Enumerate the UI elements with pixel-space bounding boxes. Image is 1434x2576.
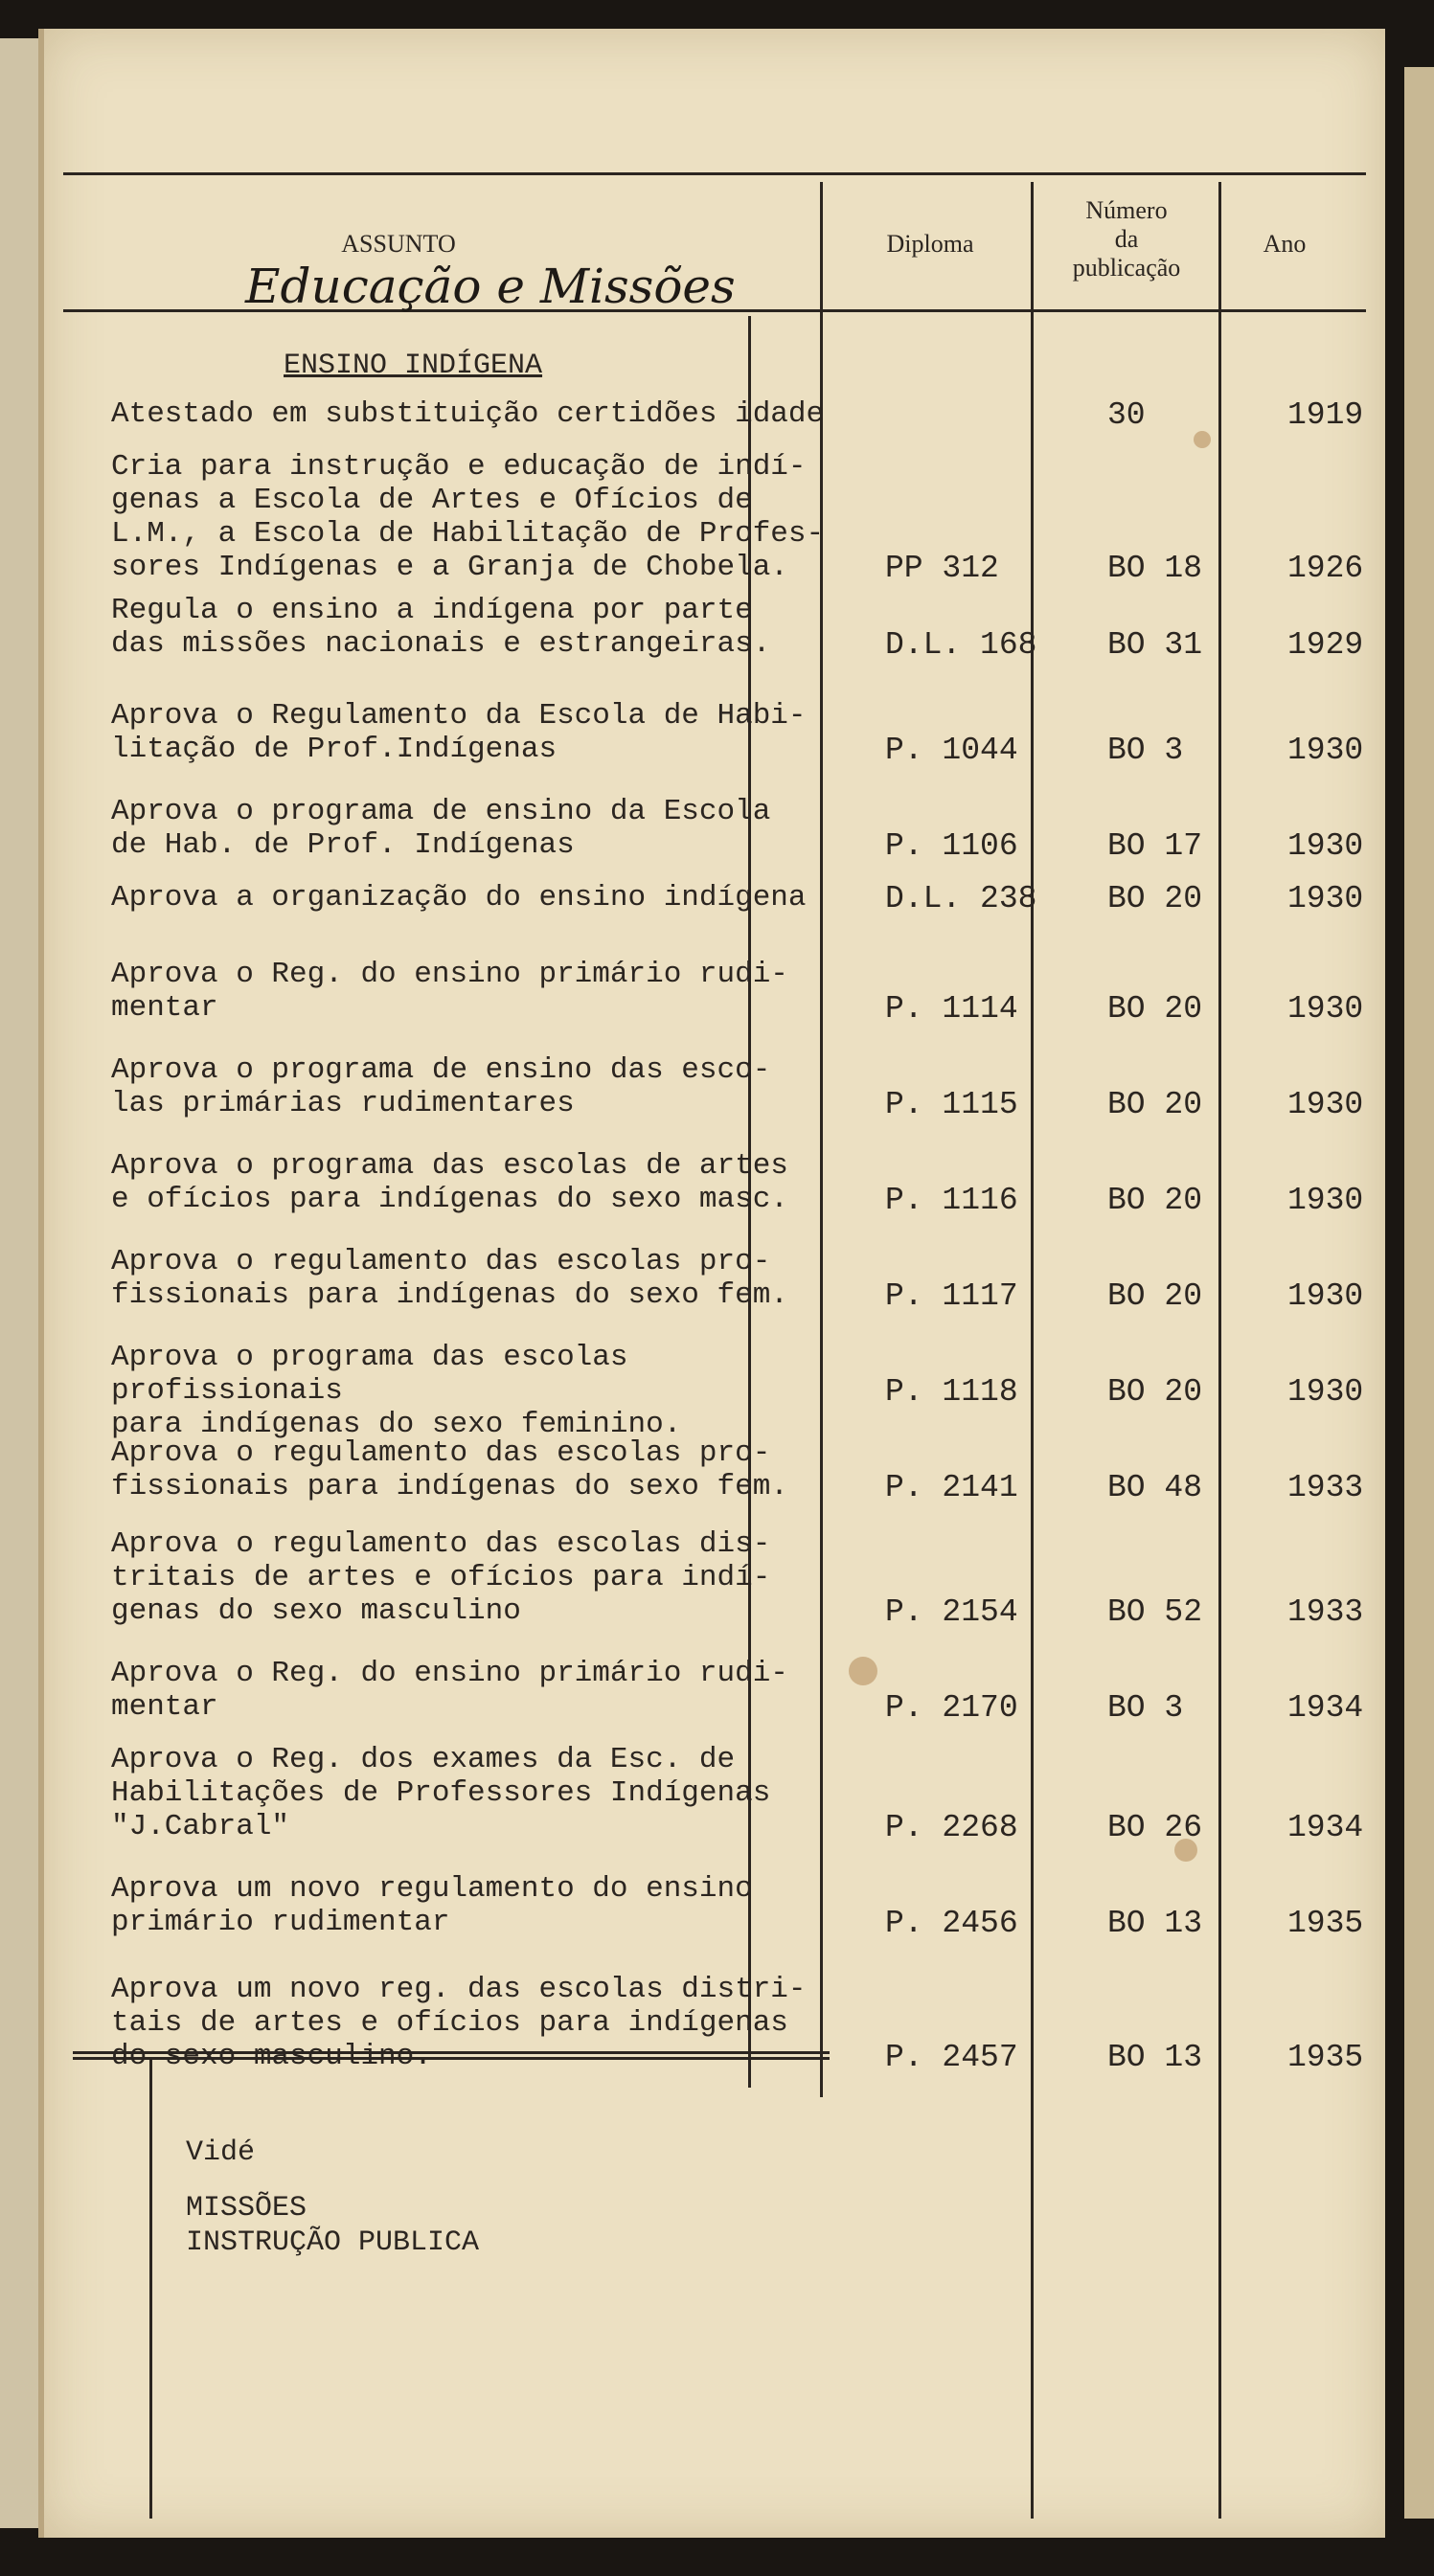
footer-vide: Vidé (186, 2136, 256, 2169)
ink-stain (849, 1657, 877, 1685)
row-ano: 1930 (1287, 991, 1364, 1027)
row-numero: BO 13 (1107, 1906, 1203, 1941)
row-subject: Aprova o Reg. dos exames da Esc. de Habilitações de Professores Indígenas "J.Cabral" (111, 1743, 771, 1843)
row-ano: 1930 (1287, 828, 1364, 864)
row-ano: 1919 (1287, 397, 1364, 433)
row-numero: BO 20 (1107, 1374, 1203, 1410)
row-numero: BO 20 (1107, 1183, 1203, 1218)
footer-left-rule (149, 2059, 152, 2519)
row-diploma: P. 2170 (885, 1690, 1018, 1726)
table-bottom-rule (73, 2051, 830, 2054)
row-diploma: P. 1044 (885, 733, 1018, 768)
row-diploma: P. 1118 (885, 1374, 1018, 1410)
row-numero: BO 31 (1107, 627, 1203, 663)
row-subject: Regula o ensino a indígena por parte das missões nacionais e estrangeiras. (111, 594, 771, 661)
column-divider-numero (1031, 182, 1034, 2519)
row-ano: 1933 (1287, 1470, 1364, 1505)
row-diploma: P. 2154 (885, 1594, 1018, 1630)
row-numero: BO 13 (1107, 2040, 1203, 2075)
header-ano: Ano (1263, 230, 1307, 258)
row-subject: Aprova o programa das escolas profissionais para indígenas do sexo feminino. (111, 1341, 682, 1441)
row-ano: 1930 (1287, 1183, 1364, 1218)
header-assunto: ASSUNTO (341, 230, 456, 258)
row-diploma: P. 1114 (885, 991, 1018, 1027)
header-diploma: Diploma (886, 230, 974, 258)
row-diploma: P. 1116 (885, 1183, 1018, 1218)
row-ano: 1930 (1287, 881, 1364, 916)
column-divider-ano (1218, 182, 1221, 2519)
row-numero: BO 52 (1107, 1594, 1203, 1630)
row-ano: 1934 (1287, 1690, 1364, 1726)
row-subject: Aprova o programa de ensino da Escola de Hab. de Prof. Indígenas (111, 795, 771, 862)
row-subject: Aprova o Reg. do ensino primário rudi- mentar (111, 1657, 788, 1724)
row-ano: 1935 (1287, 1906, 1364, 1941)
row-diploma: P. 2141 (885, 1470, 1018, 1505)
row-diploma: D.L. 168 (885, 627, 1037, 663)
footer-ref-missoes: MISSÕES (186, 2192, 307, 2225)
footer-ref-instrucao: INSTRUÇÃO PUBLICA (186, 2226, 480, 2259)
row-numero: BO 17 (1107, 828, 1203, 864)
row-diploma: P. 1115 (885, 1087, 1018, 1122)
ink-stain (1174, 1839, 1197, 1862)
row-diploma: P. 1117 (885, 1278, 1018, 1314)
row-diploma: P. 2457 (885, 2040, 1018, 2075)
section-title: ENSINO INDÍGENA (284, 350, 543, 382)
ledger-page (38, 29, 1385, 2538)
row-subject: Aprova o regulamento das escolas dis- tritais de artes e ofícios para indí- genas do sexo masculino (111, 1527, 771, 1628)
page-stack-edge (1404, 67, 1434, 2519)
row-diploma: P. 1106 (885, 828, 1018, 864)
row-ano: 1930 (1287, 733, 1364, 768)
header-top-rule (63, 172, 1366, 175)
row-subject: Aprova um novo reg. das escolas distri- tais de artes e ofícios para indígenas (111, 1973, 807, 2040)
row-ano: 1929 (1287, 627, 1364, 663)
header-numero: Número da publicação (1072, 196, 1181, 282)
row-ano: 1935 (1287, 2040, 1364, 2075)
row-numero: BO 26 (1107, 1810, 1203, 1845)
row-diploma: PP 312 (885, 551, 999, 586)
row-numero: BO 20 (1107, 1278, 1203, 1314)
row-ano: 1930 (1287, 1087, 1364, 1122)
row-subject: Atestado em substituição certidões idade (111, 397, 825, 431)
row-subject: Aprova o regulamento das escolas pro- fissionais para indígenas do sexo fem. (111, 1436, 788, 1503)
row-subject: Cria para instrução e educação de indí- genas a Escola de Artes e Ofícios de L.M., a Escola de Habilitação de Profes- sores Indígenas e a Granja de Chobela. (111, 450, 825, 584)
table-bottom-rule-2 (73, 2057, 830, 2060)
row-diploma: P. 2268 (885, 1810, 1018, 1845)
row-subject: Aprova o Reg. do ensino primário rudi- mentar (111, 958, 788, 1025)
row-diploma: D.L. 238 (885, 881, 1037, 916)
row-ano: 1933 (1287, 1594, 1364, 1630)
ink-stain (1194, 431, 1211, 448)
row-numero: BO 18 (1107, 551, 1203, 586)
row-diploma: P. 2456 (885, 1906, 1018, 1941)
row-numero: BO 3 (1107, 1690, 1184, 1726)
row-subject: Aprova o regulamento das escolas pro- fissionais para indígenas do sexo fem. (111, 1245, 788, 1312)
row-ano: 1934 (1287, 1810, 1364, 1845)
row-subject: Aprova a organização do ensino indígena (111, 881, 807, 915)
row-numero: BO 20 (1107, 991, 1203, 1027)
footer-references (186, 2135, 479, 2260)
row-subject: Aprova um novo regulamento do ensino primário rudimentar (111, 1872, 753, 1939)
row-subject: Aprova o programa das escolas de artes e ofícios para indígenas do sexo masc. (111, 1149, 788, 1216)
row-subject: Aprova o programa de ensino das esco- las primárias rudimentares (111, 1053, 771, 1120)
row-ano: 1926 (1287, 551, 1364, 586)
row-subject: Aprova o Regulamento da Escola de Habi- litação de Prof.Indígenas (111, 699, 807, 766)
row-numero: BO 20 (1107, 881, 1203, 916)
header-assunto-handwritten: Educação e Missões (245, 259, 736, 314)
row-numero: 30 (1107, 397, 1146, 433)
row-numero: BO 20 (1107, 1087, 1203, 1122)
row-numero: BO 48 (1107, 1470, 1203, 1505)
row-numero: BO 3 (1107, 733, 1184, 768)
row-ano: 1930 (1287, 1278, 1364, 1314)
row-ano: 1930 (1287, 1374, 1364, 1410)
